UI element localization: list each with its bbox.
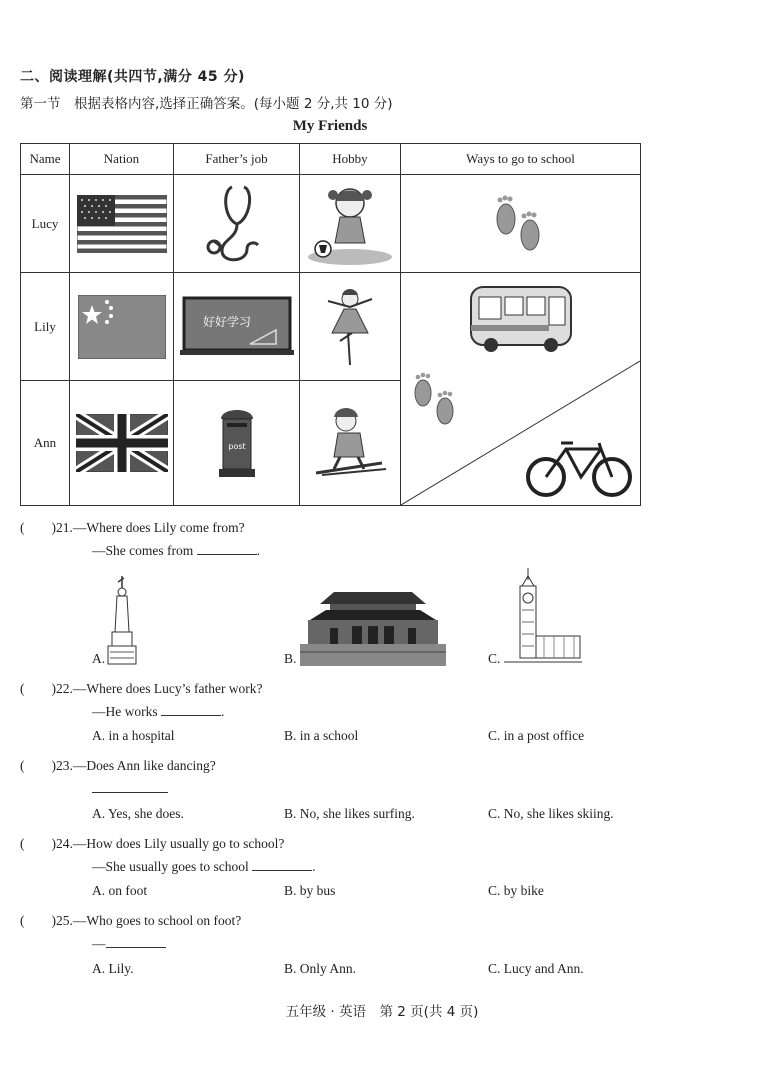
answer-paren[interactable]: ( )	[20, 681, 56, 696]
question-number: 23.	[56, 758, 73, 773]
option-a[interactable]: A. on foot	[92, 883, 148, 898]
postbox-text: post	[227, 442, 246, 452]
china-flag-icon	[70, 273, 174, 381]
option-b[interactable]: B. by bus	[284, 883, 336, 898]
answer-paren[interactable]: ( )	[20, 913, 56, 928]
tiananmen-icon	[300, 584, 446, 666]
option-b[interactable]: B. Only Ann.	[284, 961, 357, 976]
question-24-answer-line	[92, 858, 316, 875]
answer-blank[interactable]	[197, 542, 257, 555]
header-hobby: Hobby	[300, 144, 401, 175]
blackboard-text: 好好学习	[202, 314, 251, 329]
question-25	[20, 909, 241, 929]
table-row	[21, 273, 641, 381]
question-21	[20, 516, 245, 536]
blackboard-icon	[174, 273, 300, 381]
option-a[interactable]: A. in a hospital	[92, 728, 175, 743]
header-nation: Nation	[70, 144, 174, 175]
girl-soccer-icon	[300, 175, 401, 273]
answer-paren[interactable]: ( )	[20, 520, 56, 535]
table-title: My Friends	[292, 118, 368, 134]
page-footer: 五年级 · 英语 第 2 页(共 4 页)	[285, 1004, 479, 1020]
question-number: 24.	[56, 836, 73, 851]
friends-table	[20, 143, 641, 506]
footprints-icon	[401, 175, 641, 273]
punctuation: .	[221, 704, 225, 719]
question-stem: —Where does Lucy’s father work?	[72, 681, 263, 696]
option-c[interactable]: C.	[488, 651, 501, 666]
table-row	[21, 175, 641, 273]
option-a[interactable]: A.	[92, 651, 106, 666]
answer-prompt: —She usually goes to school	[92, 859, 249, 874]
option-a[interactable]: A. Lily.	[92, 961, 134, 976]
header-ways-to-school: Ways to go to school	[401, 144, 641, 175]
answer-paren[interactable]: ( )	[20, 836, 56, 851]
option-c[interactable]: C. No, she likes skiing.	[488, 806, 614, 821]
question-number: 25.	[56, 913, 73, 928]
question-23	[20, 754, 216, 774]
footprints-icon	[415, 373, 453, 424]
answer-blank[interactable]	[161, 703, 221, 716]
name-cell-ann: Ann	[21, 381, 70, 506]
question-stem: —How does Lily usually go to school?	[72, 836, 285, 851]
option-c[interactable]: C. Lucy and Ann.	[488, 961, 584, 976]
option-c[interactable]: C. in a post office	[488, 728, 585, 743]
question-25-answer-line	[92, 935, 166, 952]
usa-flag-icon	[70, 175, 174, 273]
question-22	[20, 677, 263, 697]
table-header-row	[21, 144, 641, 175]
question-21-answer-line	[92, 542, 260, 559]
option-b[interactable]: B. in a school	[284, 728, 359, 743]
question-23-answer-line	[92, 780, 168, 798]
name-cell-lily: Lily	[21, 273, 70, 381]
statue-of-liberty-icon	[104, 572, 140, 666]
answer-prompt: —He works	[92, 704, 158, 719]
answer-paren[interactable]: ( )	[20, 758, 56, 773]
question-number: 22.	[56, 681, 73, 696]
bike-icon	[528, 443, 630, 495]
question-stem: —Where does Lily come from?	[72, 520, 245, 535]
punctuation: .	[256, 543, 260, 558]
stethoscope-icon	[174, 175, 300, 273]
section-title: 二、阅读理解(共四节,满分 45 分)	[20, 69, 245, 85]
answer-blank[interactable]	[106, 935, 166, 948]
girl-skiing-icon	[300, 381, 401, 506]
name-cell-lucy: Lucy	[21, 175, 70, 273]
option-b[interactable]: B. No, she likes surfing.	[284, 806, 415, 821]
option-a[interactable]: A. Yes, she does.	[92, 806, 184, 821]
option-b[interactable]: B.	[284, 651, 297, 666]
question-24	[20, 832, 284, 852]
question-22-answer-line	[92, 703, 224, 720]
answer-blank[interactable]	[92, 780, 168, 793]
question-number: 21.	[56, 520, 73, 535]
big-ben-icon	[504, 566, 582, 666]
bus-icon	[471, 287, 571, 352]
answer-blank[interactable]	[252, 858, 312, 871]
answer-prompt: —She comes from	[92, 543, 194, 558]
uk-flag-icon	[70, 381, 174, 506]
question-stem: —Who goes to school on foot?	[72, 913, 242, 928]
girl-dancing-icon	[300, 273, 401, 381]
option-c[interactable]: C. by bike	[488, 883, 544, 898]
ways-split-cell	[401, 273, 641, 506]
header-name: Name	[21, 144, 70, 175]
punctuation: .	[312, 859, 316, 874]
header-fathers-job: Father’s job	[174, 144, 300, 175]
question-stem: —Does Ann like dancing?	[72, 758, 216, 773]
part-instructions: 第一节 根据表格内容,选择正确答案。(每小题 2 分,共 10 分)	[20, 96, 393, 112]
answer-prompt: —	[92, 936, 106, 951]
postbox-icon	[174, 381, 300, 506]
